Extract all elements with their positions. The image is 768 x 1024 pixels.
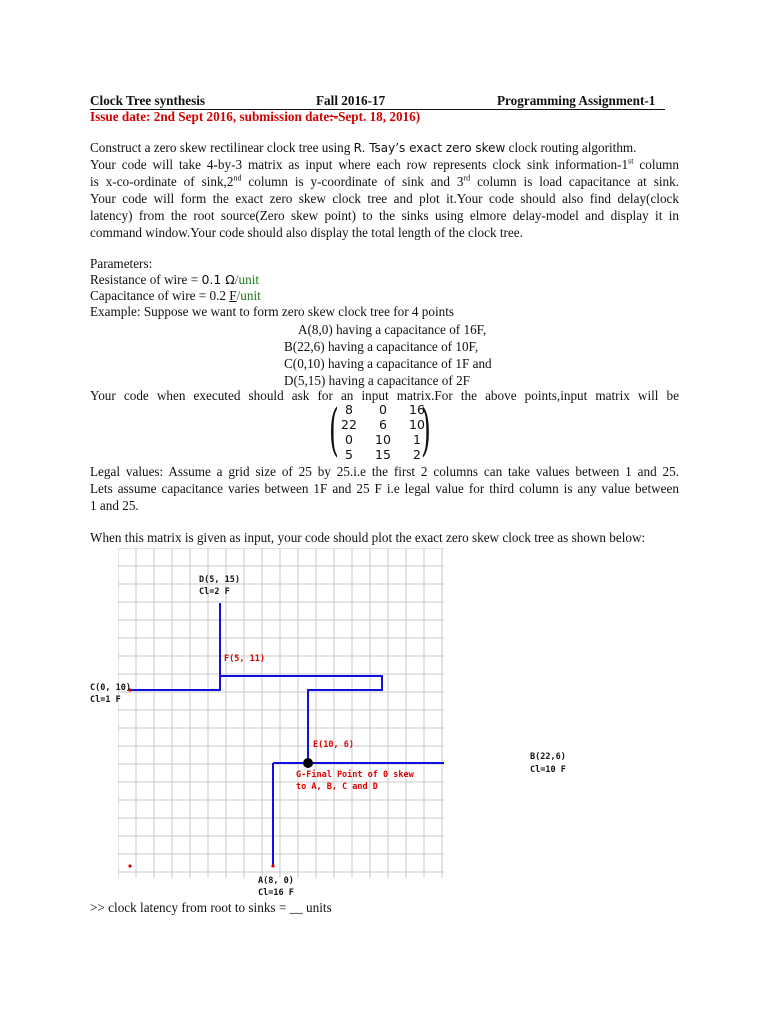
sink-a-dot [271,864,274,867]
label-b-cap: Cl=10 F [530,765,566,775]
zero-skew-point-g [303,758,313,768]
intro-line-6: command window.Your code should also display the total length of the clock tree. [90,225,523,240]
label-c-cap: Cl=1 F [90,695,121,705]
label-g-line-2: to A, B, C and D [296,782,378,792]
issue-dates: Issue date: 2nd Sept 2016, submission date:-Sept. 18, 2016) [90,109,421,124]
matrix-row: 5 15 2 [345,447,421,462]
label-f: F(5, 11) [224,654,265,664]
intro-line-1: Construct a zero skew rectilinear clock tree using R. Tsay’s exact zero skew clock routing algorithm. [90,140,637,155]
matrix-row: 8 0 16 [345,402,425,417]
intro-line-5: latency) from the root source(Zero skew point) to the sinks using elmore delay-model and display it in [90,208,679,223]
label-c: C(0, 10) [90,683,131,693]
label-d-cap: Cl=2 F [199,587,230,597]
matrix-left-paren: ( [329,398,339,463]
params-heading: Parameters: [90,256,153,271]
example-line: Example: Suppose we want to form zero skew clock tree for 4 points [90,304,455,319]
point-d: D(5,15) having a capacitance of 2F [284,373,471,388]
latency-line: >> clock latency from root to sinks = __ units [90,900,332,915]
matrix-row: 0 10 1 [345,432,421,447]
label-a: A(8, 0) [258,876,294,886]
legal-line-1: Legal values: Assume a grid size of 25 by 25.i.e the first 2 columns can take values between 1 and 25. [90,464,679,479]
label-b: B(22,6) [530,752,566,762]
legal-line-2: Lets assume capacitance varies between 1F and 25 F i.e legal value for third column is any value between [90,481,679,496]
intro-line-4: Your code will form the exact zero skew clock tree and plot it.Your code should also find delay(clock [90,191,679,206]
label-g-line-1: G-Final Point of 0 skew [296,770,414,780]
clock-wires [130,603,444,866]
origin-dot [128,864,131,867]
intro-line-2: Your code will take 4-by-3 matrix as input where each row represents clock sink information-1st column [90,156,679,172]
point-c: C(0,10) having a capacitance of 1F and [284,356,492,371]
assignment-label: Programming Assignment-1 [497,93,656,108]
label-d: D(5, 15) [199,575,240,585]
input-matrix [335,398,431,463]
grid-lines [118,548,444,878]
matrix-row: 22 6 10 [341,417,425,432]
capacitance-line: Capacitance of wire = 0.2 F/unit [90,288,261,303]
point-b: B(22,6) having a capacitance of 10F, [284,339,479,354]
course-title: Clock Tree synthesis [90,93,206,108]
ask-line: Your code when executed should ask for an input matrix.For the above points,input matrix will be [90,388,679,403]
point-a: A(8,0) having a capacitance of 16F, [298,322,487,337]
resistance-line: Resistance of wire = 0.1 Ω/unit [90,272,260,287]
clock-tree-figure [118,548,444,878]
label-a-cap: Cl=16 F [258,888,294,898]
term-label: Fall 2016-17 [316,93,386,108]
legal-line-3: 1 and 25. [90,498,139,513]
wire-c-to-f [130,676,220,690]
label-e: E(10, 6) [313,740,354,750]
matrix-right-paren: ) [421,398,431,463]
intro-line-3: is x-co-ordinate of sink,2nd column is y-coordinate of sink and 3rd column is load capacitance at sink. [90,173,680,189]
plot-intro: When this matrix is given as input, your code should plot the exact zero skew clock tree as shown below: [90,530,646,545]
